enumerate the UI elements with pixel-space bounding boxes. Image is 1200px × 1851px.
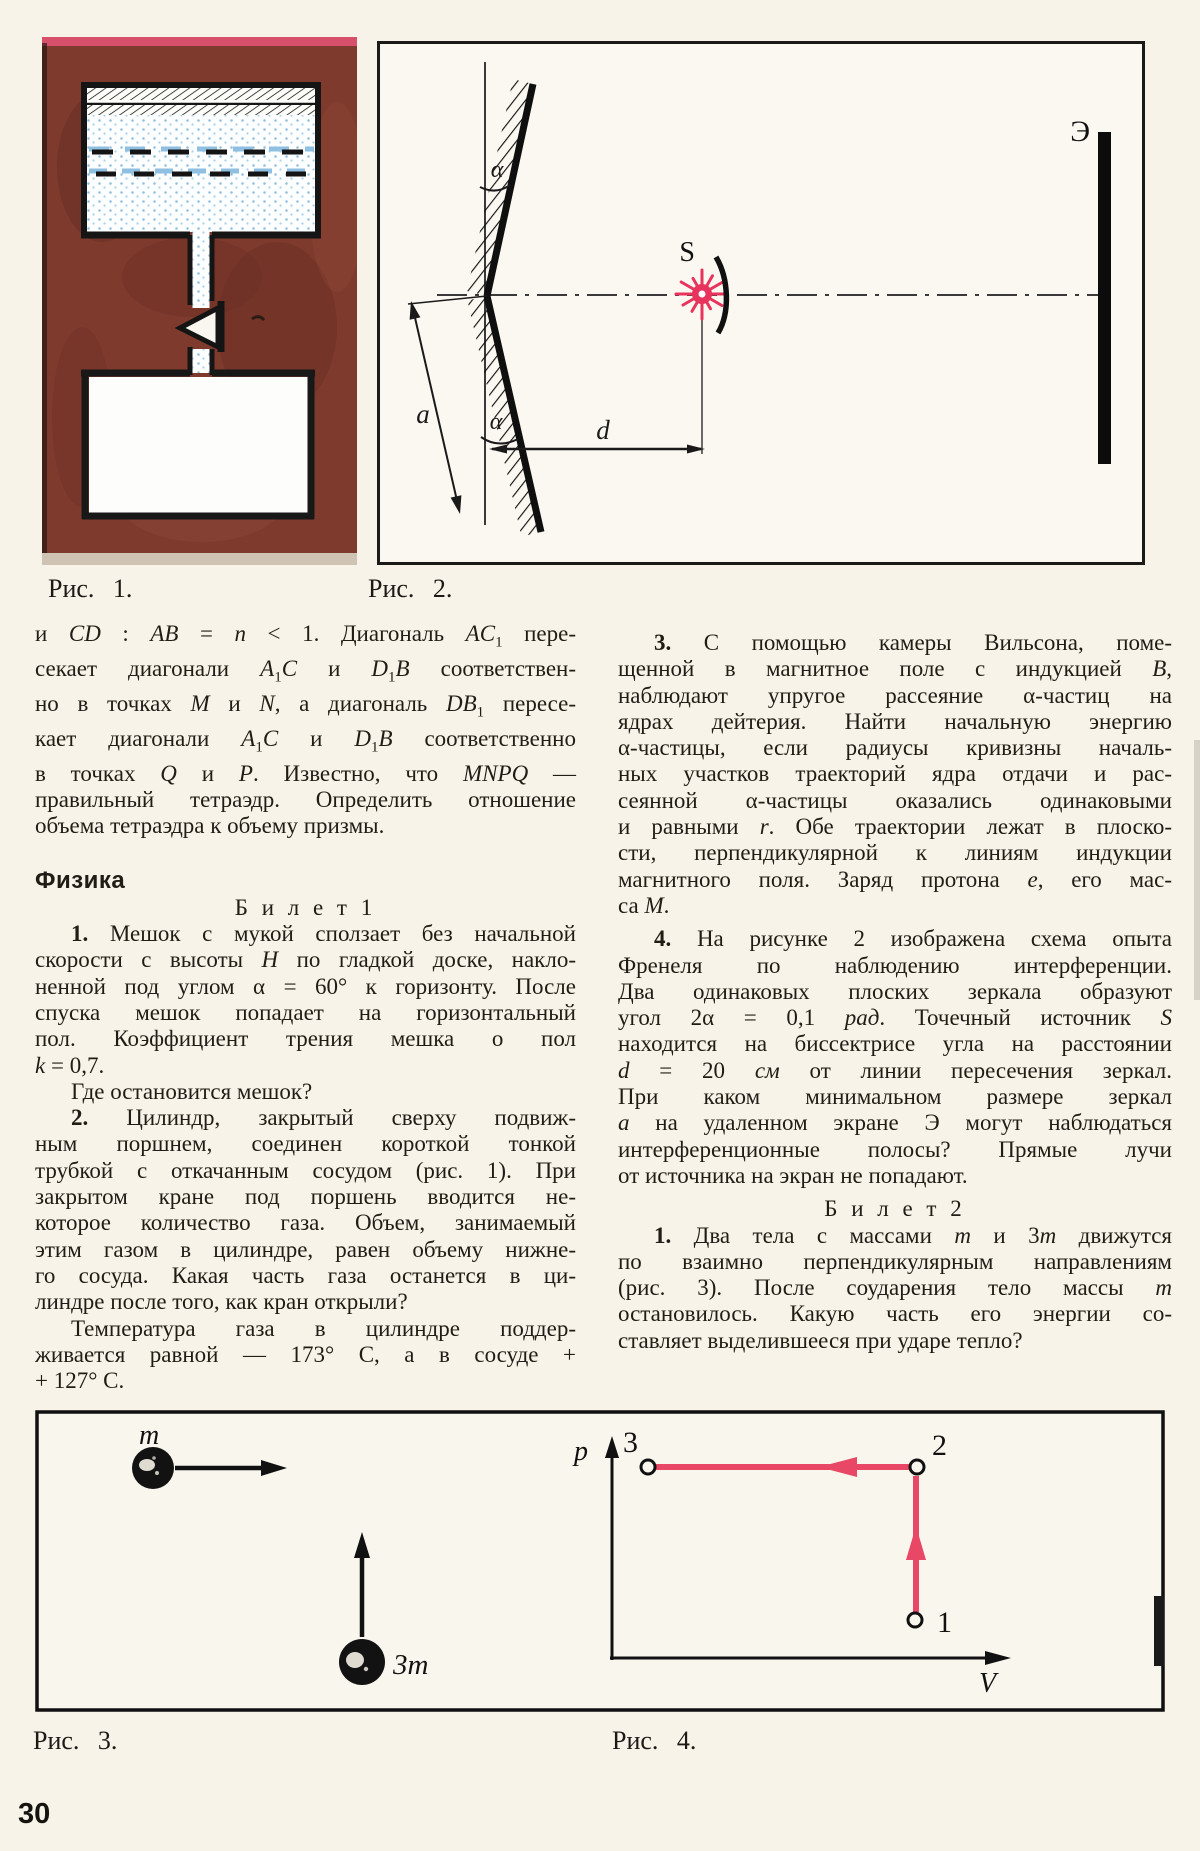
text-column-right — [618, 630, 1172, 1354]
text-line: и равными r. Обе траектории лежат в плоско- — [618, 814, 1172, 840]
state-point-3 — [641, 1460, 655, 1474]
mass-3m-label: 3m — [393, 1649, 429, 1681]
state-point-2 — [910, 1460, 924, 1474]
text-line: остановилось. Какую часть его энергии со- — [618, 1301, 1172, 1327]
text-line: 1. Мешок с мукой сползает без начальной — [71, 921, 576, 947]
text-line: сти, перпендикулярной к линиям индукции — [618, 840, 1172, 866]
cylinder — [81, 82, 321, 235]
text-line: трубкой с откачанным сосудом (рис. 1). При — [35, 1157, 576, 1183]
figure1-caption: Рис. 1. — [48, 574, 133, 603]
vessel — [81, 370, 315, 519]
text-line: магнитного поля. Заряд протона e, его мас- — [618, 866, 1172, 892]
text-line: в точках Q и P. Известно, что MNPQ — — [35, 760, 577, 786]
text-line: от источника на экран не попадают. — [618, 1162, 968, 1188]
text-line: интерференционные полосы? Прямые лучи — [618, 1136, 1172, 1162]
text-line: Температура газа в цилиндре поддер- — [71, 1315, 576, 1341]
mass-m-label: m — [139, 1420, 160, 1451]
text-line: Физика — [35, 867, 126, 895]
text-line: го сосуда. Какая часть газа останется в ци- — [35, 1262, 576, 1288]
text-line: ненной под углом α = 60° к горизонту. После — [35, 973, 576, 999]
scan-bottom-strip — [42, 553, 357, 565]
alpha-label: α — [489, 409, 503, 435]
v-axis-label: V — [979, 1668, 997, 1699]
screen-label: Э — [1070, 115, 1090, 148]
text-line: которое количество газа. Объем, занимаемый — [35, 1210, 576, 1236]
figure2-caption: Рис. 2. — [368, 574, 453, 603]
text-line: объема тетраэдра к объему призмы. — [35, 813, 385, 839]
text-line: + 127° С. — [35, 1368, 125, 1394]
alpha-label: α — [490, 157, 504, 183]
text-line: Где остановится мешок? — [71, 1078, 313, 1104]
text-line: но в точках M и N, а диагональ $DB_1$ пересе- — [35, 690, 576, 721]
text-line: секает диагонали $A_1C$ и $D_1B$ соответствен- — [35, 655, 577, 686]
figure4-caption: Рис. 4. — [612, 1726, 697, 1755]
page-number: 30 — [18, 1798, 51, 1830]
text-line: правильный тетраэдр. Определить отношение — [35, 786, 576, 812]
state-point-1 — [908, 1613, 922, 1627]
text-line: кает диагонали $A_1C$ и $D_1B$ соответственно — [35, 725, 576, 756]
text-line: ным поршнем, соединен короткой тонкой — [35, 1131, 576, 1157]
tube — [190, 232, 212, 375]
a-label: a — [416, 399, 430, 429]
figure2-fresnel-diagram — [377, 41, 1145, 566]
figure34-box — [35, 1410, 1165, 1712]
text-line: по взаимно перпендикулярным направлениям — [618, 1248, 1172, 1274]
text-line: (рис. 3). После соударения тело массы m — [618, 1275, 1172, 1301]
text-line: ядрах дейтерия. Найти начальную энергию — [618, 708, 1172, 734]
text-column-left — [35, 621, 576, 1394]
text-line: са M. — [618, 892, 670, 918]
screen-bar — [1098, 132, 1111, 464]
text-line: спуска мешок попадает на горизонтальный — [35, 999, 576, 1025]
point2-label: 2 — [932, 1429, 947, 1462]
text-line: k = 0,7. — [35, 1052, 105, 1078]
text-line: Б и л е т 2 — [824, 1196, 966, 1222]
text-line: щенной в магнитное поле с индукцией B, — [618, 656, 1172, 682]
text-line: ных участков траекторий ядра отдачи и рас- — [618, 761, 1172, 787]
text-line: скорости с высоты H по гладкой доске, накло- — [35, 947, 576, 973]
figure1-cylinder-diagram — [42, 37, 357, 565]
text-line: 3. С помощью камеры Вильсона, поме- — [654, 630, 1172, 655]
pink-top-edge — [42, 37, 357, 46]
source-label: S — [679, 237, 695, 268]
text-line: 4. На рисунке 2 изображена схема опыта — [654, 926, 1172, 952]
text-line: α-частицы, если радиусы кривизны началь- — [618, 735, 1172, 761]
text-line: живается равной — 173° С, а в сосуде + — [35, 1341, 576, 1367]
text-line: Френеля по наблюдению интерференции. — [618, 952, 1172, 978]
figure34-border — [37, 1412, 1163, 1710]
text-line: этим газом в цилиндре, равен объему нижне- — [35, 1236, 576, 1262]
text-line: d = 20 см от линии пересечения зеркал. — [618, 1057, 1172, 1083]
text-line: При каком минимальном размере зеркал — [618, 1084, 1172, 1110]
p-axis-label: p — [574, 1436, 588, 1467]
text-line: 2. Цилиндр, закрытый сверху подвиж- — [71, 1105, 576, 1131]
d-label: d — [596, 415, 610, 445]
text-line: находится на биссектрисе угла на расстоянии — [618, 1031, 1172, 1057]
figure3-caption: Рис. 3. — [33, 1726, 118, 1755]
scan-artifact — [1154, 1596, 1164, 1666]
text-line: ставляет выделившееся при ударе тепло? — [618, 1327, 1023, 1353]
figure2-border — [379, 43, 1144, 564]
text-line: линдре после того, как кран открыли? — [35, 1289, 408, 1315]
text-line: a на удаленном экране Э могут наблюдаться — [618, 1110, 1172, 1136]
point3-label: 3 — [623, 1426, 638, 1459]
text-line: пол. Коэффициент трения мешка о пол — [35, 1026, 576, 1052]
text-line: Б и л е т 1 — [234, 894, 377, 920]
text-line: угол 2α = 0,1 рад. Точечный источник S — [618, 1005, 1172, 1031]
text-line: наблюдают упругое рассеяние α-частиц на — [618, 682, 1172, 708]
text-line: и CD : AB = n < 1. Диагональ $AC_1$ пере- — [35, 621, 576, 651]
scan-edge-smudge — [1194, 740, 1200, 1000]
text-line: 1. Два тела с массами m и 3m движутся — [654, 1222, 1172, 1248]
point1-label: 1 — [937, 1606, 952, 1639]
text-line: сеянной α-частицы оказались одинаковыми — [618, 787, 1172, 813]
text-line: закрытом кране под поршень вводится не- — [35, 1184, 576, 1210]
text-line: Два одинаковых плоских зеркала образуют — [618, 978, 1172, 1004]
